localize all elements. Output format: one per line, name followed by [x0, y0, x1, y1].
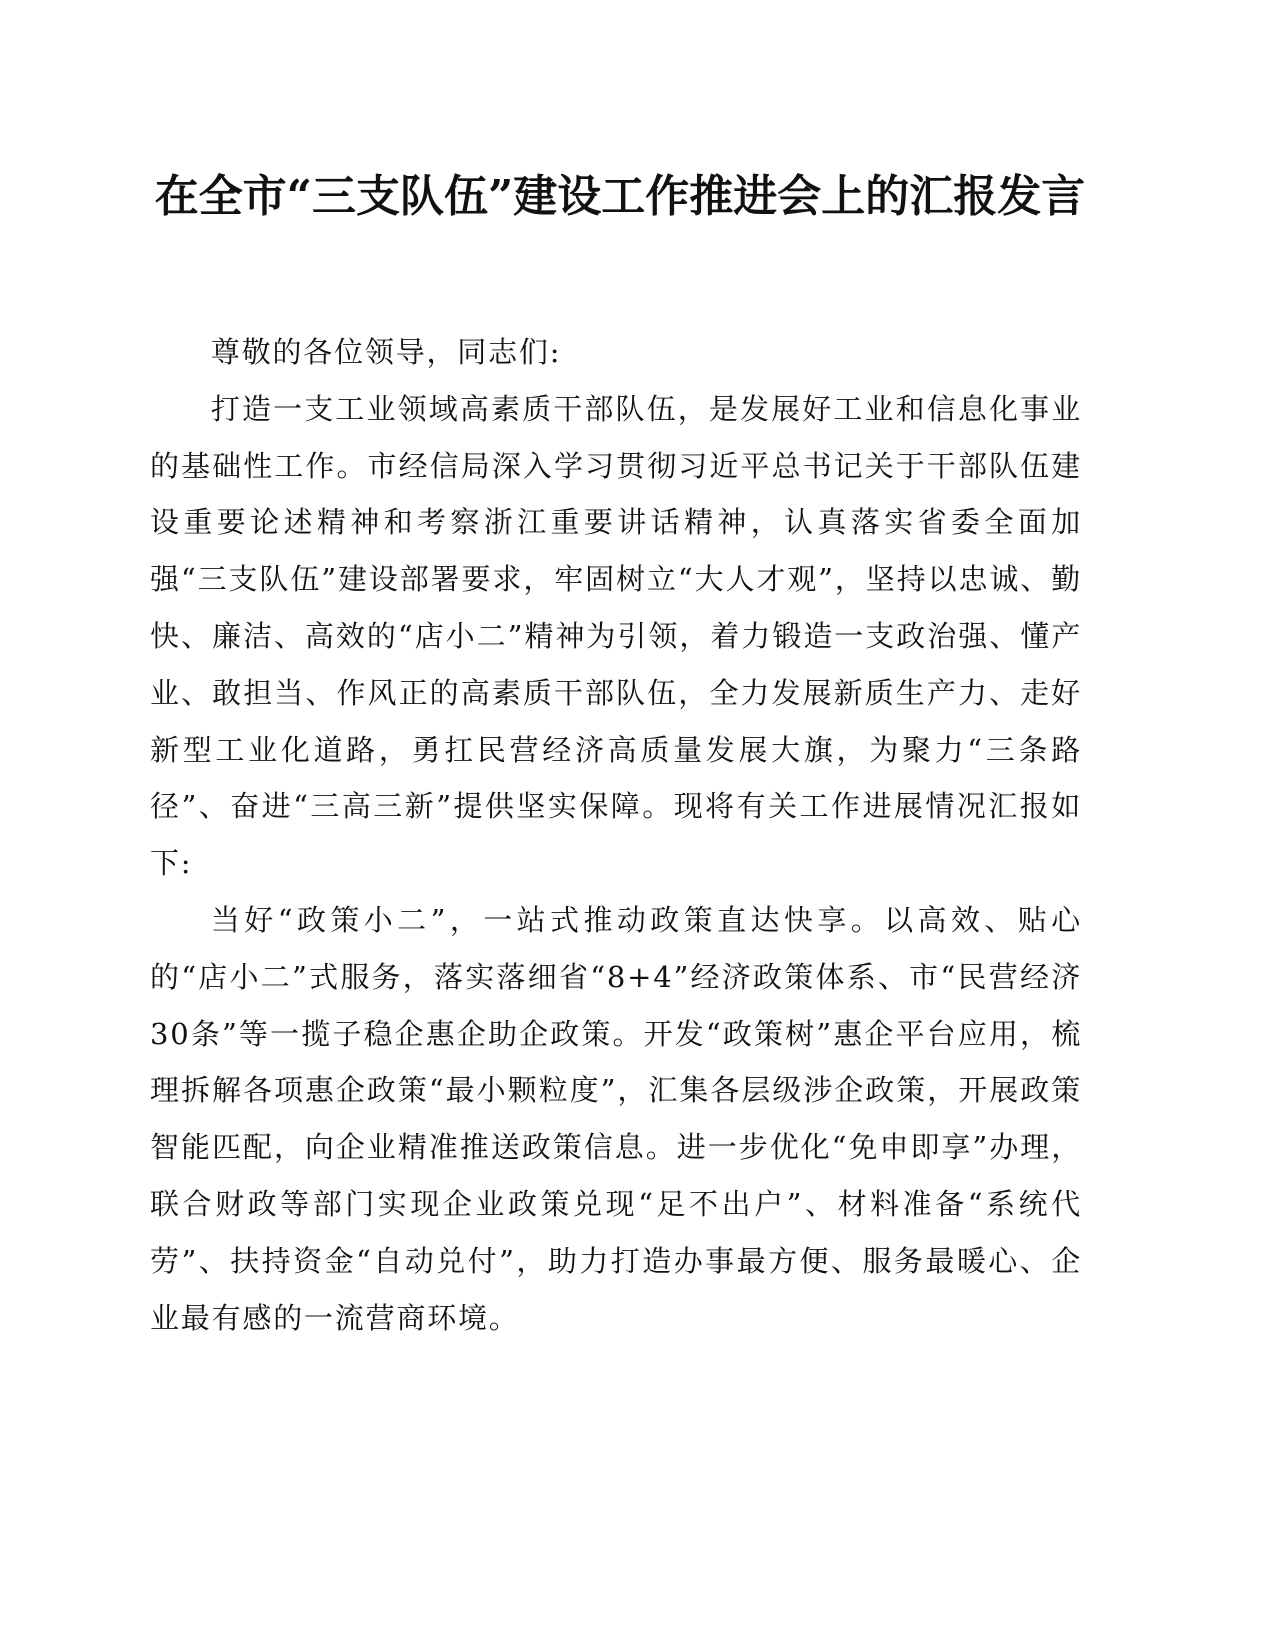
salutation-paragraph: 尊敬的各位领导，同志们:	[210, 335, 562, 369]
document-title: 在全市“三支队伍”建设工作推进会上的汇报发言	[154, 171, 1086, 222]
intro-paragraph: 打造一支工业领域高素质干部队伍，是发展好工业和信息化事业的基础性工作。市经信局深入学习贯彻习近平总书记关于干部队伍建设重要论述精神和考察浙江重要讲话精神，认真落实省委全面加强“三支队伍”建设部署要求，牢固树立“大人才观”，坚持以忠诚、勤快、廉洁、高效的“店小二”精神为引领，着力锻造一支政治强、懂产业、敢担当、作风正的高素质干部队伍，全力发展新质生产力、走好新型工业化道路，勇扛民营经济高质量发展大旗，为聚力“三条路径”、奋进“三高三新”提供坚实保障。现将有关工作进展情况汇报如下:	[150, 391, 1082, 881]
document-body	[150, 324, 1082, 1346]
policy-paragraph: 当好“政策小二”，一站式推动政策直达快享。以高效、贴心的“店小二”式服务，落实落细省“8+4”经济政策体系、市“民营经济30条”等一揽子稳企惠企助企政策。开发“政策树”惠企平台应用，梳理拆解各项惠企政策“最小颗粒度”，汇集各层级涉企政策，开展政策智能匹配，向企业精准推送政策信息。进一步优化“免申即享”办理，联合财政等部门实现企业政策兑现“足不出户”、材料准备“系统代劳”、扶持资金“自动兑付”，助力打造办事最方便、服务最暖心、企业最有感的一流营商环境。	[150, 902, 1082, 1335]
